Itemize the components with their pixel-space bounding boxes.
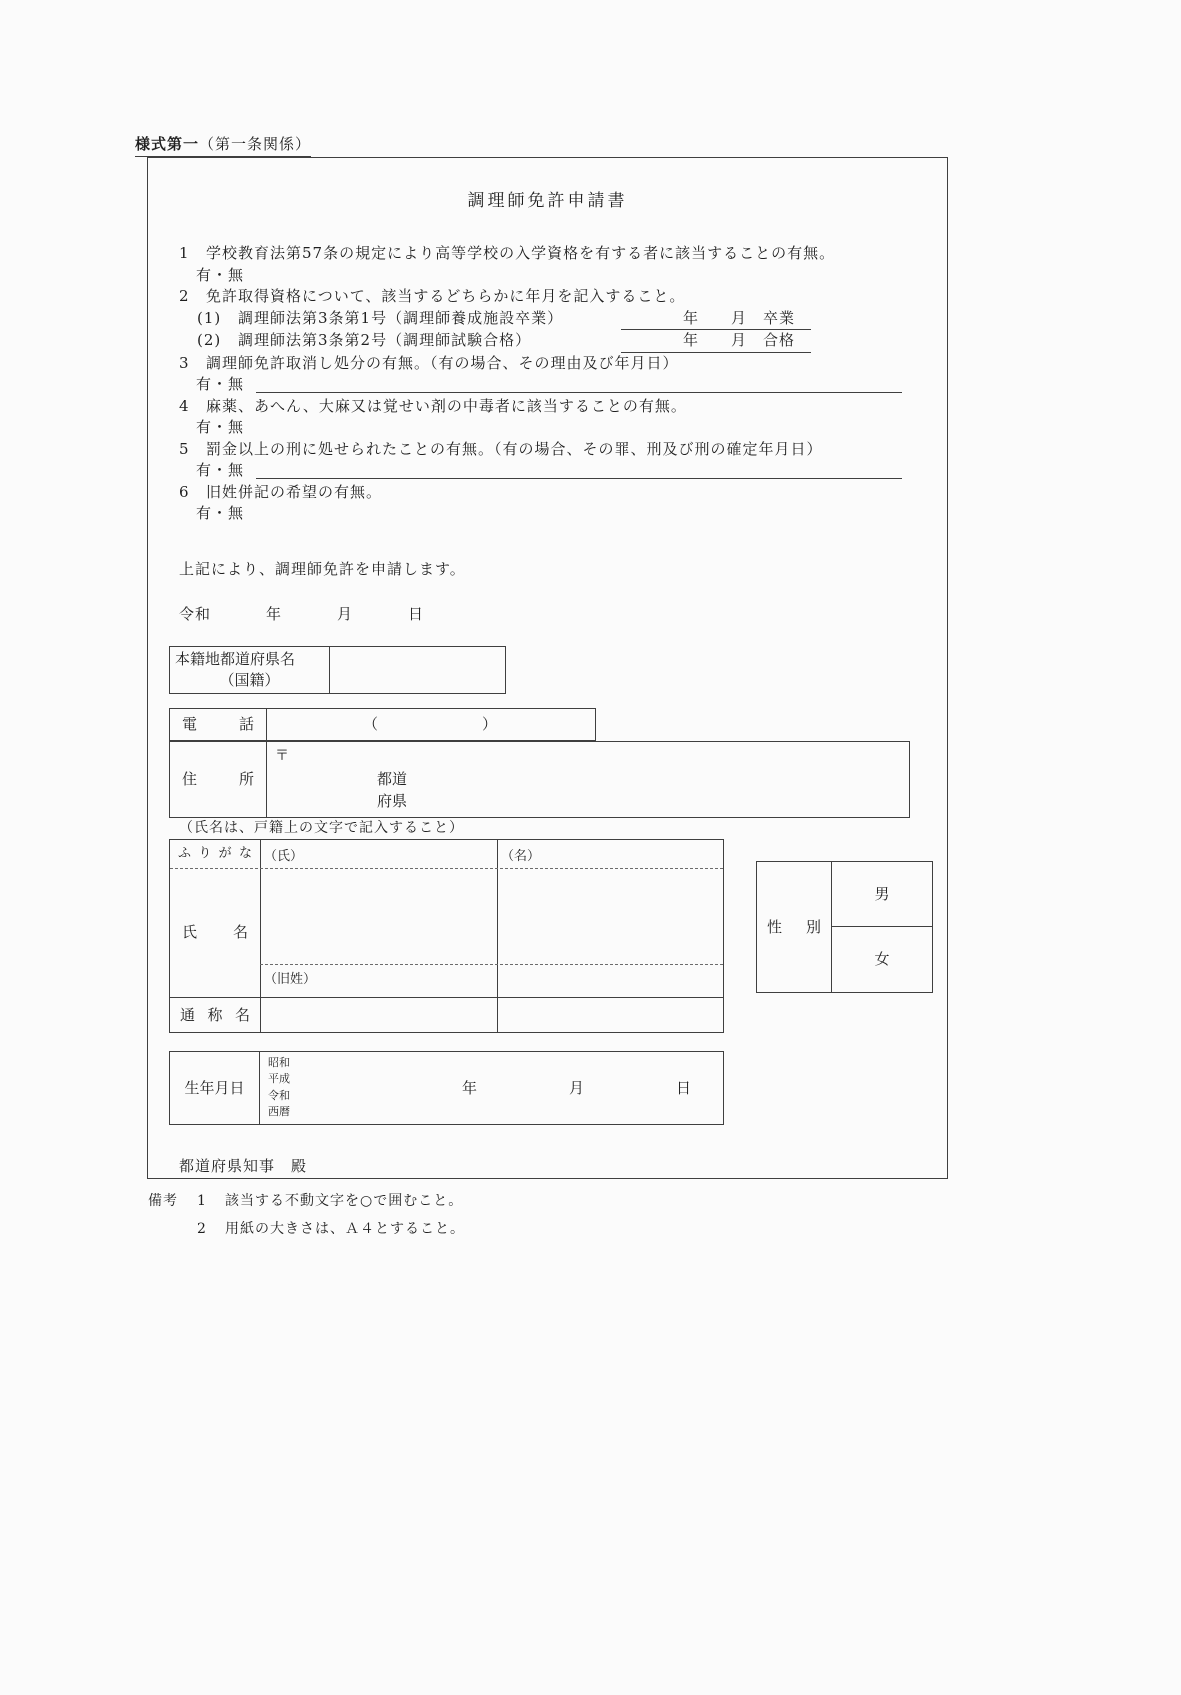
exam-pass-date-fill-line[interactable] xyxy=(621,330,811,353)
question-5-text: 罰金以上の刑に処せられたことの有無。（有の場合、その罪、刑及び刑の確定年月日） xyxy=(206,439,823,458)
question-4 xyxy=(179,396,902,418)
question-4-number: 4 xyxy=(179,396,190,415)
question-5-answer-row xyxy=(196,460,902,482)
phone-label: 電 話 xyxy=(170,709,267,740)
application-date-line xyxy=(179,603,947,624)
date-year-label: 年 xyxy=(266,604,283,623)
era-options xyxy=(268,1055,290,1121)
question-2-sub-1 xyxy=(197,308,902,331)
style-label-main: 様式第一 xyxy=(135,135,200,153)
question-5 xyxy=(179,439,902,461)
question-2-number: 2 xyxy=(179,287,190,305)
graduation-date-fill-line[interactable] xyxy=(621,308,811,331)
name-label: 氏 名 xyxy=(182,922,248,941)
common-name-family-input[interactable] xyxy=(261,998,496,1033)
date-month-label: 月 xyxy=(337,604,354,623)
style-label-suffix: （第一条関係） xyxy=(199,135,312,153)
name-note: （氏名は、戸籍上の文字で記入すること） xyxy=(179,819,464,836)
question-2-sub-2-number: (2) xyxy=(197,331,222,349)
question-5-choice[interactable]: 有・無 xyxy=(196,461,245,479)
note-row-1 xyxy=(148,1192,465,1211)
sex-option-female[interactable]: 女 xyxy=(874,949,890,968)
registered-domicile-label xyxy=(170,647,330,693)
birth-day-label: 日 xyxy=(676,1078,692,1097)
note-2-text: 用紙の大きさは、Ａ４とすること。 xyxy=(225,1221,465,1237)
registered-domicile-label-line2: （国籍） xyxy=(219,670,280,689)
name-table xyxy=(169,839,724,1033)
note-1-number: 1 xyxy=(197,1193,207,1209)
phone-input[interactable]: （ ） xyxy=(362,714,499,733)
question-3-answer-row xyxy=(196,374,902,396)
question-5-number: 5 xyxy=(179,439,190,458)
sex-label: 性 別 xyxy=(757,862,832,992)
question-6-number: 6 xyxy=(179,482,190,501)
postal-mark: 〒 xyxy=(275,747,289,764)
given-name-input[interactable] xyxy=(498,869,724,963)
notes-section xyxy=(148,1192,465,1239)
sex-option-male[interactable]: 男 xyxy=(832,862,932,927)
question-4-text: 麻薬、あへん、大麻又は覚せい剤の中毒者に該当することの有無。 xyxy=(206,396,687,415)
question-3-number: 3 xyxy=(179,353,190,372)
question-1 xyxy=(179,243,902,265)
question-3-text: 調理師免許取消し処分の有無。（有の場合、その理由及び年月日） xyxy=(206,353,679,372)
note-2-number: 2 xyxy=(197,1221,207,1237)
graduation-date-fill-text: 年 月 卒業 xyxy=(683,308,796,327)
address-input[interactable] xyxy=(267,742,909,817)
birthdate-label: 生年月日 xyxy=(170,1052,260,1124)
address-row xyxy=(169,741,910,818)
question-1-choice[interactable]: 有・無 xyxy=(196,265,245,284)
declaration-text: 上記により、調理師免許を申請します。 xyxy=(179,559,466,578)
question-2-text: 免許取得資格について、該当するどちらかに年月を記入すること。 xyxy=(206,287,686,305)
question-5-reason-fill-line[interactable] xyxy=(256,460,902,479)
question-6-text: 旧姓併記の希望の有無。 xyxy=(206,482,383,501)
common-name-label: 通 称 名 xyxy=(180,1005,250,1024)
registered-domicile-input[interactable] xyxy=(330,647,505,693)
family-name-input[interactable] xyxy=(261,869,496,963)
note-1-text: 該当する不動文字を○で囲むこと。 xyxy=(225,1193,464,1209)
question-3-reason-fill-line[interactable] xyxy=(256,374,902,393)
question-2-sub-1-number: (1) xyxy=(197,308,222,327)
notes-label-spacer xyxy=(148,1220,197,1239)
notes-label: 備考 xyxy=(148,1193,178,1209)
era-option-reiwa[interactable]: 令和 xyxy=(268,1088,290,1102)
birthdate-input-area[interactable] xyxy=(260,1052,723,1124)
question-1-number: 1 xyxy=(179,244,190,262)
era-option-heisei[interactable]: 平成 xyxy=(268,1072,290,1085)
old-name-label: （旧姓） xyxy=(264,971,317,987)
form-style-label xyxy=(135,133,311,157)
questions-section xyxy=(179,243,902,525)
sex-table xyxy=(756,861,933,993)
addressee: 都道府県知事 殿 xyxy=(179,1156,308,1175)
registered-domicile-label-line1: 本籍地都道府県名 xyxy=(175,649,296,668)
date-era-label: 令和 xyxy=(179,604,212,623)
date-day-label: 日 xyxy=(408,604,425,623)
registered-domicile-table xyxy=(169,646,506,694)
given-name-label: （名） xyxy=(501,848,541,864)
birth-month-label: 月 xyxy=(569,1078,585,1097)
era-option-showa[interactable]: 昭和 xyxy=(268,1055,290,1069)
application-form-box xyxy=(147,157,948,1179)
exam-pass-date-fill-text: 年 月 合格 xyxy=(683,331,796,349)
question-4-choice[interactable]: 有・無 xyxy=(196,418,245,436)
common-name-given-input[interactable] xyxy=(498,998,724,1033)
name-section xyxy=(169,839,934,1035)
question-1-text: 学校教育法第57条の規定により高等学校の入学資格を有する者に該当することの有無。 xyxy=(206,244,836,262)
question-2-sub-2 xyxy=(197,330,902,353)
birthdate-table xyxy=(169,1051,724,1125)
family-name-label: （氏） xyxy=(264,848,304,864)
phone-row xyxy=(169,708,596,741)
prefecture-suffix-line1: 都道 xyxy=(377,769,408,788)
question-2 xyxy=(179,286,902,308)
note-row-2 xyxy=(148,1220,465,1239)
question-3 xyxy=(179,353,902,375)
era-option-seireki[interactable]: 西暦 xyxy=(268,1105,290,1118)
question-2-sub-2-text: 調理師法第3条第2号（調理師試験合格） xyxy=(238,331,532,349)
prefecture-suffix-line2: 府県 xyxy=(377,791,408,810)
form-title: 調理師免許申請書 xyxy=(467,191,628,211)
address-label: 住 所 xyxy=(170,742,267,817)
birth-year-label: 年 xyxy=(462,1078,478,1097)
furigana-label: ふりがな xyxy=(178,845,252,861)
question-3-choice[interactable]: 有・無 xyxy=(196,375,245,393)
question-6-choice[interactable]: 有・無 xyxy=(196,504,245,522)
question-2-sub-1-text: 調理師法第3条第1号（調理師養成施設卒業） xyxy=(238,308,564,327)
question-6 xyxy=(179,482,902,504)
phone-address-table xyxy=(169,708,910,818)
prefecture-suffix xyxy=(377,768,407,812)
old-name-input[interactable] xyxy=(498,965,724,996)
